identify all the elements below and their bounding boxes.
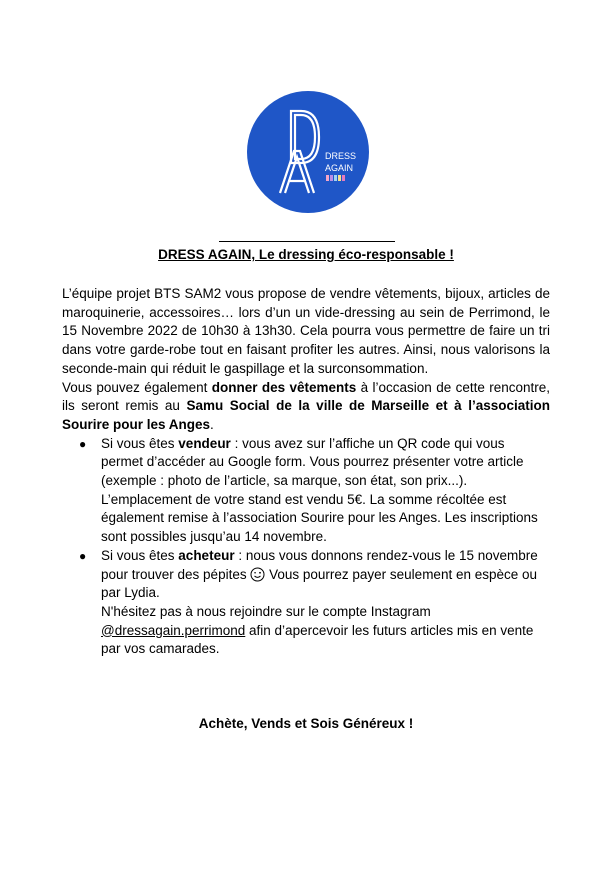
dress-again-logo — [247, 91, 369, 213]
list-item-seller: ● Si vous êtes vendeur : vous avez sur l’affiche un QR code qui vous permet d’accéder au Google form. Vous pourrez présenter votre article (exemple : photo de l’article, sa marque, son état, son prix...). L’emplacement de votre stand est vendu 5€. La somme récoltée est également remise à l’association Sourire pour les Anges. Les inscriptions sont possibles jusqu’au 14 novembre. — [79, 435, 538, 545]
instagram-link[interactable]: @dressagain.perrimond — [101, 622, 246, 638]
donation-paragraph: Vous pouvez également donner des vêtements à l’occasion de cette rencontre, ils seront remis au Samu Social de la ville de Marseille et à l’association Sourire pour les Anges. — [62, 379, 551, 432]
bullet-icon: ● — [79, 436, 87, 451]
closing-slogan: Achète, Vends et Sois Généreux ! — [198, 716, 414, 731]
instagram-paragraph: N'hésitez pas à nous rejoindre sur le compte Instagram @dressagain.perrimond afin d’apercevoir les futurs articles mis en vente par vos camarades. — [101, 603, 534, 657]
title-divider — [219, 241, 395, 242]
logo-text-dress: DRESS — [325, 151, 357, 161]
winking-smiley-icon — [250, 567, 265, 582]
colorful-hangers-icon — [326, 175, 345, 181]
info-list — [62, 435, 550, 603]
bullet-icon: ● — [79, 548, 87, 563]
body-content — [62, 285, 550, 659]
logo-text-again: AGAIN — [325, 163, 354, 173]
page-title: DRESS AGAIN, Le dressing éco-responsable ! — [158, 247, 454, 262]
intro-paragraph: L’équipe projet BTS SAM2 vous propose de vendre vêtements, bijoux, articles de maroquinerie, accessoires… lors d’un un vide-dressing au sein de Perrimond, le 15 Novembre 2022 de 10h30 à 13h30. Cela pourra vous permettre de faire un tri dans votre garde-robe tout en faisant profiter les autres. Ainsi, nous valorisons la seconde-main qui réduit le gaspillage et la surconsommation. — [62, 286, 550, 376]
list-item-buyer: ● Si vous êtes acheteur : nous vous donnons rendez-vous le 15 novembre pour trouver des pépites Vous pourrez payer seulement en espèce ou par Lydia. — [79, 547, 538, 601]
